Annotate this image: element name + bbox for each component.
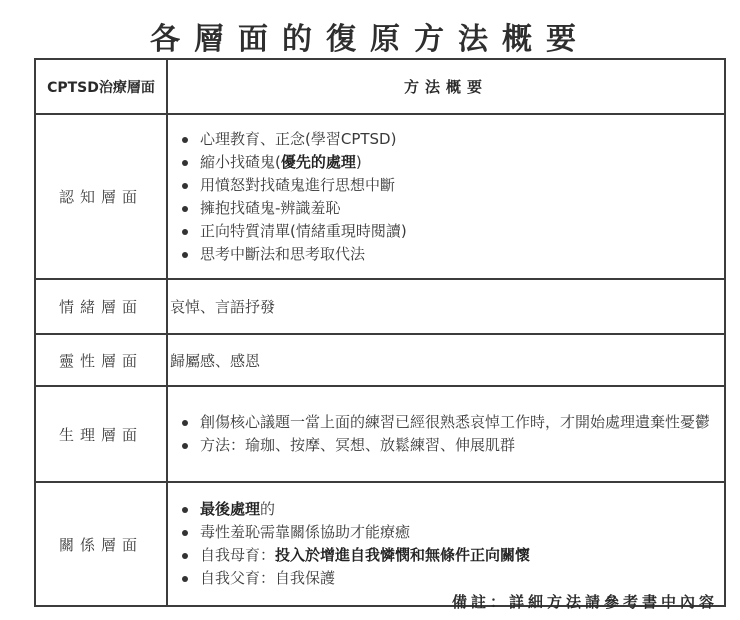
bullet-icon bbox=[182, 229, 188, 235]
list-item bbox=[200, 411, 716, 434]
bold-text: 優先的處理 bbox=[280, 152, 356, 171]
text-segment: 方法：瑜珈、按摩、冥想、放鬆練習、伸展肌群 bbox=[200, 436, 516, 454]
list-item bbox=[200, 128, 716, 151]
text-segment: ) bbox=[355, 152, 362, 171]
list-item bbox=[200, 243, 716, 266]
table-row bbox=[35, 386, 725, 482]
text-segment: 毒性羞恥需靠關係協助才能療癒 bbox=[200, 523, 411, 541]
category-cell: 認知層面 bbox=[35, 114, 167, 279]
bullet-icon bbox=[182, 160, 188, 166]
category-cell: 生理層面 bbox=[35, 386, 167, 482]
method-list bbox=[170, 498, 716, 590]
text-segment: 心理教育、正念(學習CPTSD) bbox=[200, 129, 397, 148]
bullet-icon bbox=[182, 530, 188, 536]
bullet-icon bbox=[182, 576, 188, 582]
text-segment: 擁抱找碴鬼-辨識羞恥 bbox=[200, 198, 341, 217]
method-cell bbox=[167, 482, 725, 606]
method-list bbox=[170, 128, 716, 266]
bullet-icon bbox=[182, 252, 188, 258]
category-cell: 靈性層面 bbox=[35, 334, 167, 386]
bullet-icon bbox=[182, 443, 188, 449]
text-segment: 創傷核心議題一當上面的練習已經很熟悉哀悼工作時，才開始處理遺棄性憂鬱 bbox=[200, 413, 711, 431]
method-cell bbox=[167, 279, 725, 334]
list-item bbox=[200, 521, 716, 544]
method-text: 哀悼、言語抒發 bbox=[170, 298, 276, 316]
table-row bbox=[35, 114, 725, 279]
bullet-icon bbox=[182, 206, 188, 212]
list-item bbox=[200, 220, 716, 243]
table-row bbox=[35, 334, 725, 386]
list-item bbox=[200, 174, 716, 197]
bullet-icon bbox=[182, 183, 188, 189]
bullet-icon bbox=[182, 553, 188, 559]
method-cell bbox=[167, 114, 725, 279]
footnote: 備註：詳細方法請參考書中內容 bbox=[451, 593, 718, 611]
category-cell: 情緒層面 bbox=[35, 279, 167, 334]
text-segment: 自我母育： bbox=[200, 546, 276, 564]
list-item bbox=[200, 567, 716, 590]
methods-table bbox=[34, 58, 726, 607]
table-row bbox=[35, 279, 725, 334]
list-item bbox=[200, 197, 716, 220]
list-item bbox=[200, 151, 716, 174]
bullet-icon bbox=[182, 507, 188, 513]
list-item bbox=[200, 434, 716, 457]
method-text: 歸屬感、感恩 bbox=[170, 351, 261, 370]
header-method-summary: 方法概要 bbox=[167, 59, 725, 114]
text-segment: 思考中斷法和思考取代法 bbox=[200, 244, 366, 263]
page-title: 各層面的復原方法概要 bbox=[150, 22, 590, 57]
method-cell bbox=[167, 334, 725, 386]
text-segment: 用憤怒對找碴鬼進行思想中斷 bbox=[200, 175, 396, 194]
text-segment: 縮小找碴鬼( bbox=[200, 152, 281, 171]
method-cell bbox=[167, 386, 725, 482]
bullet-icon bbox=[182, 420, 188, 426]
method-list bbox=[170, 411, 716, 457]
bold-text: 最後處理 bbox=[200, 500, 261, 518]
table-row bbox=[35, 482, 725, 606]
header-treatment-level: CPTSD治療層面 bbox=[35, 59, 167, 114]
table-header-row bbox=[35, 59, 725, 114]
text-segment: 正向特質清單(情緒重現時閱讀) bbox=[200, 221, 407, 240]
list-item bbox=[200, 498, 716, 521]
bold-text: 投入於增進自我憐憫和無條件正向關懷 bbox=[275, 546, 531, 564]
bullet-icon bbox=[182, 137, 188, 143]
text-segment: 自我父育：自我保護 bbox=[200, 569, 336, 587]
category-cell: 關係層面 bbox=[35, 482, 167, 606]
list-item bbox=[200, 544, 716, 567]
text-segment: 的 bbox=[260, 500, 276, 518]
